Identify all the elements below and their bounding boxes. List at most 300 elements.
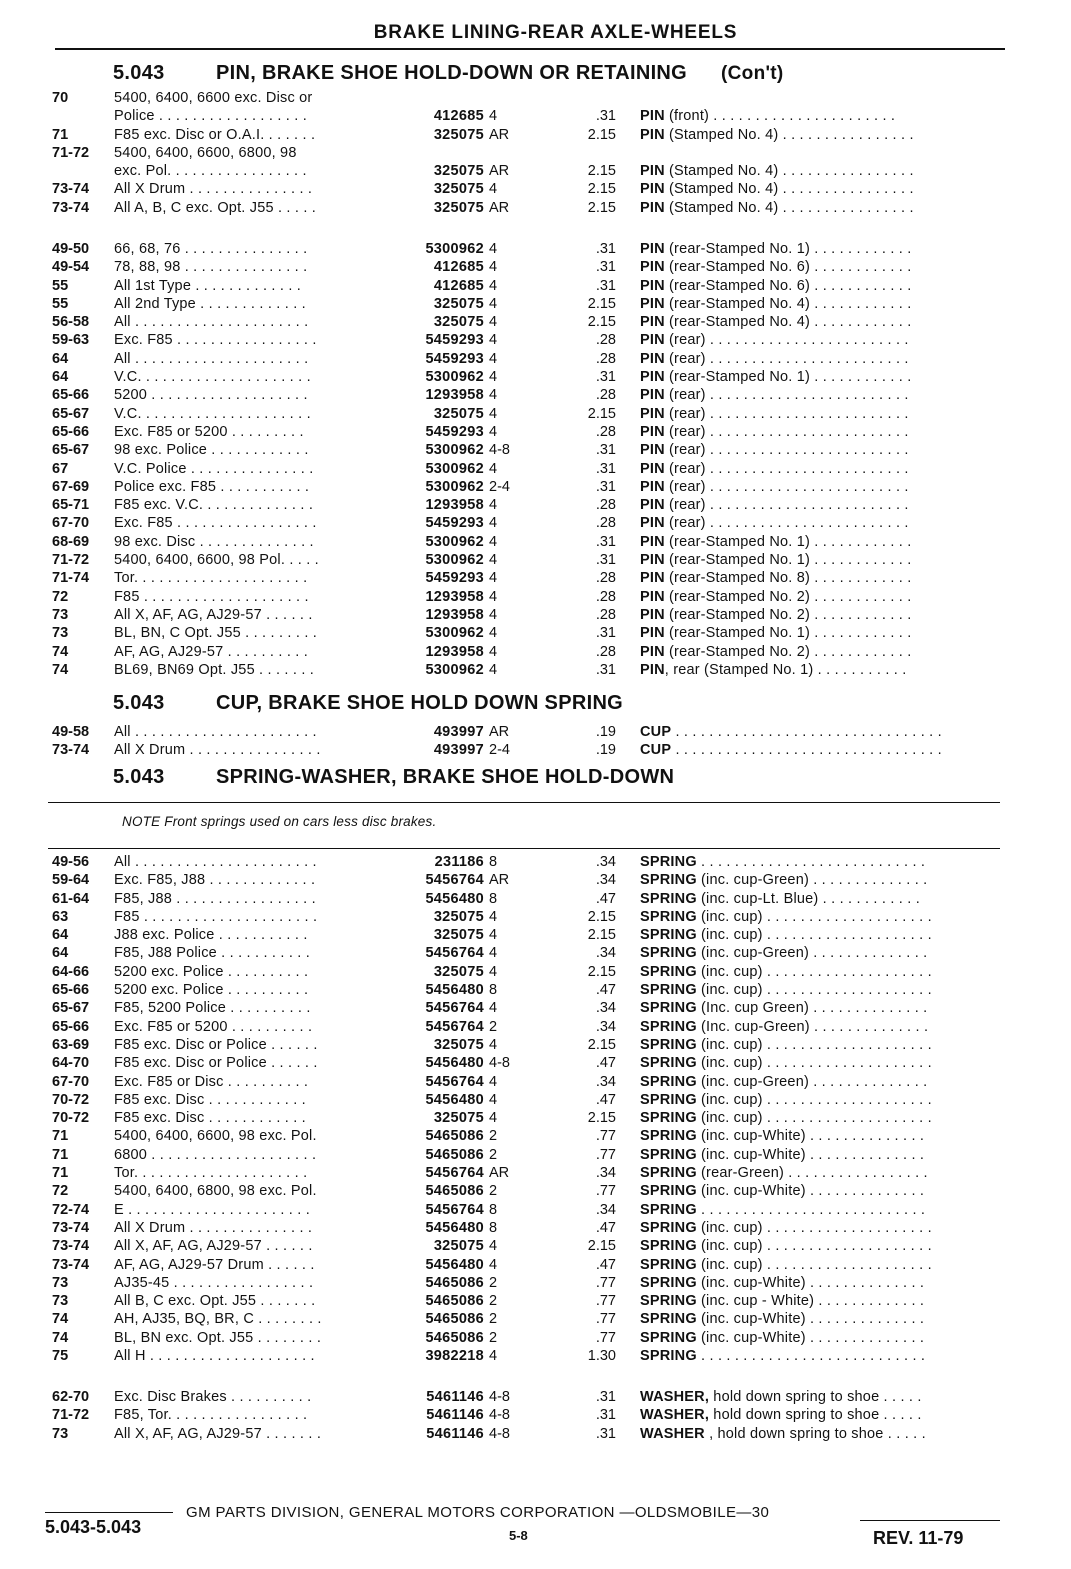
table-row: [0, 643, 1071, 661]
description-cell: [640, 551, 1005, 569]
description-cell: [640, 1201, 1005, 1219]
description-cell: [640, 853, 1005, 871]
item-name: SPRING: [640, 872, 697, 889]
section-continued: (Con't): [721, 63, 784, 84]
item-detail: (inc. cup) . . . . . . . . . . . . . . . . . . . .: [696, 1055, 932, 1072]
model-cell: F85, J88 Police . . . . . . . . . . .: [114, 945, 310, 962]
description-cell: [640, 1146, 1005, 1164]
year-cell: 72: [52, 588, 69, 605]
description-cell: [640, 258, 1005, 276]
item-detail: hold down spring to shoe . . . . .: [709, 1389, 922, 1405]
model-cell: All . . . . . . . . . . . . . . . . . . . . .: [114, 314, 309, 331]
part-number-cell: 1293958: [425, 606, 484, 623]
price-cell: 1.30: [587, 1348, 616, 1365]
part-number-cell: 5456764: [425, 1018, 484, 1035]
year-cell: 73: [52, 606, 69, 623]
price-cell: .28: [595, 588, 616, 605]
model-cell: F85 exc. V.C. . . . . . . . . . . . . .: [114, 497, 314, 514]
quantity-cell: 4: [489, 606, 498, 623]
model-cell: 5400, 6400, 6600 exc. Disc or: [114, 90, 313, 106]
year-cell: 74: [52, 1329, 69, 1346]
table-row: [0, 277, 1071, 295]
price-cell: .47: [595, 1256, 616, 1273]
quantity-cell: 4-8: [489, 1389, 510, 1405]
item-name: SPRING: [640, 1055, 697, 1072]
price-cell: .34: [595, 872, 616, 889]
part-number-cell: 325075: [433, 405, 484, 422]
description-cell: [640, 514, 1005, 532]
price-cell: .34: [595, 1073, 616, 1090]
quantity-cell: 4: [489, 387, 498, 404]
table-row: [0, 908, 1071, 926]
model-cell: Exc. F85 . . . . . . . . . . . . . . . . .: [114, 515, 317, 532]
item-name: SPRING: [640, 963, 697, 980]
table-row: [0, 1274, 1071, 1292]
table-row: [0, 1292, 1071, 1310]
part-number-cell: 5459293: [425, 423, 484, 440]
table-row: [0, 350, 1071, 368]
year-cell: 70-72: [52, 1110, 90, 1127]
part-number-cell: 5456764: [425, 1165, 484, 1182]
price-cell: .28: [595, 423, 616, 440]
item-detail: (rear-Stamped No. 8) . . . . . . . . . . . .: [664, 570, 912, 587]
description-cell: [640, 1091, 1005, 1109]
year-cell: 70: [52, 90, 69, 106]
table-row: [0, 1256, 1071, 1274]
description-cell: [640, 496, 1005, 514]
spring-table: [0, 853, 1071, 1365]
price-cell: 2.15: [587, 295, 616, 312]
year-cell: 67-69: [52, 478, 90, 495]
item-detail: (inc. cup) . . . . . . . . . . . . . . . . . . . .: [696, 1036, 932, 1053]
item-name: PIN: [640, 460, 665, 477]
price-cell: 2.15: [587, 963, 616, 980]
table-row: [0, 999, 1071, 1017]
quantity-cell: 2: [489, 1128, 498, 1145]
price-cell: .31: [595, 1389, 616, 1405]
year-cell: 73: [52, 1274, 69, 1291]
quantity-cell: 4: [489, 1238, 498, 1255]
quantity-cell: 2: [489, 1146, 498, 1163]
model-cell: 98 exc. Police . . . . . . . . . . . .: [114, 442, 309, 459]
year-cell: 72-74: [52, 1201, 90, 1218]
model-cell: BL, BN, C Opt. J55 . . . . . . . . .: [114, 625, 318, 642]
description-cell: [640, 1425, 1005, 1443]
description-cell: [640, 1127, 1005, 1145]
part-number-cell: 1293958: [425, 588, 484, 605]
quantity-cell: 4: [489, 277, 498, 294]
quantity-cell: 4: [489, 1036, 498, 1053]
item-name: PIN: [640, 163, 665, 180]
table-row: [0, 606, 1071, 624]
item-detail: (rear-Stamped No. 2) . . . . . . . . . . . .: [664, 643, 912, 660]
quantity-cell: AR: [489, 126, 510, 143]
item-name: SPRING: [640, 890, 697, 907]
price-cell: .31: [595, 259, 616, 276]
table-row: [0, 1018, 1071, 1036]
quantity-cell: 4-8: [489, 1055, 510, 1072]
table-row: [0, 144, 1071, 162]
price-cell: .31: [595, 478, 616, 495]
footer-revision: REV. 11-79: [873, 1528, 964, 1548]
table-row: [0, 1164, 1071, 1182]
quantity-cell: 4: [489, 945, 498, 962]
price-cell: .31: [595, 460, 616, 477]
item-name: SPRING: [640, 1091, 697, 1108]
model-cell: BL, BN exc. Opt. J55 . . . . . . . .: [114, 1329, 322, 1346]
item-detail: (Inc. cup-Green) . . . . . . . . . . . . . .: [696, 1018, 929, 1035]
model-cell: All 2nd Type . . . . . . . . . . . . .: [114, 295, 306, 312]
table-row: [0, 478, 1071, 496]
year-cell: 65-66: [52, 423, 90, 440]
year-cell: 74: [52, 661, 69, 678]
price-cell: 2.15: [587, 927, 616, 944]
description-cell: [640, 1018, 1005, 1036]
part-number-cell: 325075: [433, 1238, 484, 1255]
item-detail: (inc. cup-White) . . . . . . . . . . . . . .: [696, 1128, 925, 1145]
description-cell: [640, 1219, 1005, 1237]
table-row: [0, 405, 1071, 423]
table-row: [0, 313, 1071, 331]
year-cell: 75: [52, 1348, 69, 1365]
item-detail: (rear) . . . . . . . . . . . . . . . . . . . . . . . .: [664, 387, 909, 404]
table-row: [0, 496, 1071, 514]
part-number-cell: 5459293: [425, 350, 484, 367]
part-number-cell: 5300962: [425, 442, 484, 459]
item-name: SPRING: [640, 1146, 697, 1163]
price-cell: .28: [595, 515, 616, 532]
item-detail: (inc. cup - White) . . . . . . . . . . . . .: [696, 1293, 925, 1310]
price-cell: .77: [595, 1329, 616, 1346]
year-cell: 64-66: [52, 963, 90, 980]
table-row: [0, 514, 1071, 532]
quantity-cell: 4: [489, 643, 498, 660]
table-row: [0, 1182, 1071, 1200]
price-cell: 2.15: [587, 1110, 616, 1127]
model-cell: Exc. Disc Brakes . . . . . . . . . .: [114, 1389, 312, 1405]
year-cell: 64: [52, 927, 69, 944]
part-number-cell: 5456764: [425, 1201, 484, 1218]
price-cell: .47: [595, 1091, 616, 1108]
item-detail: (front) . . . . . . . . . . . . . . . . . . . . . .: [664, 108, 896, 125]
price-cell: .31: [595, 442, 616, 459]
description-cell: [640, 606, 1005, 624]
model-cell: exc. Pol. . . . . . . . . . . . . . . . .: [114, 163, 307, 180]
item-detail: (rear-Stamped No. 4) . . . . . . . . . . . .: [664, 295, 912, 312]
item-detail: (inc. cup-Green) . . . . . . . . . . . . . .: [696, 945, 928, 962]
part-number-cell: 5465086: [425, 1293, 484, 1310]
item-name: SPRING: [640, 1293, 697, 1310]
quantity-cell: 4: [489, 963, 498, 980]
item-detail: (inc. cup) . . . . . . . . . . . . . . . . . . . .: [696, 927, 932, 944]
description-cell: [640, 661, 1005, 679]
part-number-cell: 5456764: [425, 1000, 484, 1017]
table-row: [0, 1388, 1071, 1406]
table-row: [0, 441, 1071, 459]
part-number-cell: 325075: [433, 199, 484, 216]
model-cell: All . . . . . . . . . . . . . . . . . . . . . .: [114, 854, 317, 870]
table-row: [0, 199, 1071, 217]
part-number-cell: 5456480: [425, 1091, 484, 1108]
table-row: [0, 295, 1071, 313]
quantity-cell: AR: [489, 199, 510, 216]
item-detail: . . . . . . . . . . . . . . . . . . . . . . . . . . . . . . . .: [671, 724, 942, 740]
item-detail: (inc. cup) . . . . . . . . . . . . . . . . . . . .: [696, 1238, 932, 1255]
item-name: PIN: [640, 387, 665, 404]
table-row: [0, 331, 1071, 349]
description-cell: [640, 1310, 1005, 1328]
item-detail: (inc. cup-White) . . . . . . . . . . . . . .: [696, 1329, 925, 1346]
item-name: SPRING: [640, 908, 697, 925]
price-cell: .77: [595, 1183, 616, 1200]
part-number-cell: 5456480: [425, 1256, 484, 1273]
item-name: SPRING: [640, 1036, 697, 1053]
description-cell: [640, 423, 1005, 441]
model-cell: V.C. . . . . . . . . . . . . . . . . . . . .: [114, 405, 311, 422]
description-cell: [640, 908, 1005, 926]
description-cell: [640, 588, 1005, 606]
note-rule-bottom: [48, 848, 1000, 849]
year-cell: 61-64: [52, 890, 90, 907]
item-name: PIN: [640, 442, 665, 459]
item-name: PIN: [640, 625, 665, 642]
item-detail: . . . . . . . . . . . . . . . . . . . . . . . . . . .: [696, 854, 926, 870]
part-number-cell: 493997: [433, 742, 484, 759]
washer-table: [0, 1388, 1071, 1443]
item-name: SPRING: [640, 945, 697, 962]
price-cell: .77: [595, 1146, 616, 1163]
price-cell: .47: [595, 1055, 616, 1072]
description-cell: [640, 199, 1005, 217]
item-name: CUP: [640, 724, 672, 740]
model-cell: 5400, 6400, 6800, 98 exc. Pol.: [114, 1183, 317, 1200]
part-number-cell: 1293958: [425, 387, 484, 404]
item-detail: . . . . . . . . . . . . . . . . . . . . . . . . . . . . . . . .: [671, 742, 942, 759]
item-detail: (rear-Stamped No. 1) . . . . . . . . . . . .: [664, 241, 912, 257]
part-number-cell: 325075: [433, 314, 484, 331]
item-detail: (inc. cup) . . . . . . . . . . . . . . . . . . . .: [696, 1110, 932, 1127]
table-row: [0, 107, 1071, 125]
item-name: PIN: [640, 350, 665, 367]
item-detail: (inc. cup) . . . . . . . . . . . . . . . . . . . .: [696, 982, 932, 999]
year-cell: 72: [52, 1183, 69, 1200]
part-number-cell: 325075: [433, 1110, 484, 1127]
item-detail: (rear-Stamped No. 6) . . . . . . . . . . . .: [664, 277, 912, 294]
description-cell: [640, 569, 1005, 587]
item-detail: (Inc. cup Green) . . . . . . . . . . . . . .: [696, 1000, 928, 1017]
item-name: SPRING: [640, 1073, 697, 1090]
table-row: [0, 240, 1071, 258]
item-detail: (rear) . . . . . . . . . . . . . . . . . . . . . . . .: [664, 423, 909, 440]
description-cell: [640, 295, 1005, 313]
item-detail: . . . . . . . . . . . . . . . . . . . . . . . . . . .: [696, 1201, 926, 1218]
pin-table-rear: [0, 240, 1071, 679]
price-cell: 2.15: [587, 199, 616, 216]
table-row: [0, 1073, 1071, 1091]
item-name: PIN: [640, 478, 665, 495]
item-name: PIN: [640, 277, 665, 294]
item-detail: (rear) . . . . . . . . . . . . . . . . . . . . . . . .: [664, 497, 909, 514]
table-row: [0, 853, 1071, 871]
model-cell: F85 exc. Disc or O.A.I. . . . . . .: [114, 126, 316, 143]
quantity-cell: 8: [489, 1201, 498, 1218]
part-number-cell: 231186: [434, 854, 484, 870]
quantity-cell: 4: [489, 625, 498, 642]
price-cell: .31: [595, 552, 616, 569]
year-cell: 74: [52, 643, 69, 660]
quantity-cell: 8: [489, 1219, 498, 1236]
part-number-cell: 5461146: [426, 1425, 484, 1442]
item-name: PIN: [640, 533, 665, 550]
year-cell: 71-72: [52, 144, 90, 161]
table-row: [0, 162, 1071, 180]
section-number: 5.043: [113, 766, 165, 788]
model-cell: Exc. F85 or 5200 . . . . . . . . . .: [114, 1018, 313, 1035]
description-cell: [640, 1292, 1005, 1310]
description-cell: [640, 441, 1005, 459]
footer-page-number: 5-8: [509, 1528, 528, 1543]
table-row: [0, 569, 1071, 587]
quantity-cell: 4: [489, 295, 498, 312]
quantity-cell: 4: [489, 332, 498, 349]
model-cell: Tor. . . . . . . . . . . . . . . . . . . . .: [114, 570, 308, 587]
year-cell: 62-70: [52, 1389, 90, 1405]
part-number-cell: 5300962: [425, 552, 484, 569]
description-cell: [640, 981, 1005, 999]
part-number-cell: 325075: [433, 126, 484, 143]
part-number-cell: 5461146: [426, 1407, 484, 1424]
description-cell: [640, 1036, 1005, 1054]
price-cell: .31: [595, 1407, 616, 1424]
cup-table: [0, 723, 1071, 760]
page-title: BRAKE LINING-REAR AXLE-WHEELS: [373, 22, 738, 43]
item-name: PIN: [640, 606, 665, 623]
item-detail: (Stamped No. 4) . . . . . . . . . . . . . . . .: [664, 181, 914, 198]
item-name: PIN: [640, 497, 665, 514]
quantity-cell: 4: [489, 661, 498, 678]
table-row: [0, 944, 1071, 962]
part-number-cell: 3982218: [425, 1348, 484, 1365]
item-detail: (inc. cup) . . . . . . . . . . . . . . . . . . . .: [696, 908, 932, 925]
item-detail: (rear) . . . . . . . . . . . . . . . . . . . . . . . .: [664, 405, 909, 422]
part-number-cell: 5456480: [425, 890, 484, 907]
table-row: [0, 1127, 1071, 1145]
item-name: PIN: [640, 405, 665, 422]
item-detail: (rear-Stamped No. 1) . . . . . . . . . . . .: [664, 552, 912, 569]
model-cell: F85 exc. Disc or Police . . . . . .: [114, 1036, 318, 1053]
quantity-cell: 4-8: [489, 442, 510, 459]
quantity-cell: 4-8: [489, 1425, 510, 1442]
description-cell: [640, 162, 1005, 180]
year-cell: 73: [52, 1425, 69, 1442]
quantity-cell: 2: [489, 1293, 498, 1310]
price-cell: 2.15: [587, 163, 616, 180]
year-cell: 68-69: [52, 533, 90, 550]
description-cell: [640, 1109, 1005, 1127]
item-name: PIN: [640, 295, 665, 312]
item-detail: (inc. cup-Green) . . . . . . . . . . . . . .: [696, 872, 928, 889]
item-name: SPRING: [640, 1183, 697, 1200]
year-cell: 73-74: [52, 1238, 90, 1255]
year-cell: 65-67: [52, 405, 90, 422]
description-cell: [640, 1182, 1005, 1200]
model-cell: F85 . . . . . . . . . . . . . . . . . . . . .: [114, 908, 318, 925]
price-cell: .77: [595, 1311, 616, 1328]
table-row: [0, 741, 1071, 759]
item-name: PIN: [640, 332, 665, 349]
year-cell: 71: [52, 1128, 69, 1145]
table-row: [0, 1109, 1071, 1127]
item-detail: (rear-Stamped No. 2) . . . . . . . . . . . .: [664, 606, 912, 623]
item-detail: . . . . . . . . . . . . . . . . . . . . . . . . . . .: [696, 1348, 926, 1365]
item-name: PIN: [640, 661, 665, 678]
quantity-cell: 4: [489, 515, 498, 532]
item-name: PIN: [640, 199, 665, 216]
item-detail: (rear-Stamped No. 1) . . . . . . . . . . . .: [664, 625, 912, 642]
price-cell: 2.15: [587, 1238, 616, 1255]
price-cell: .31: [595, 533, 616, 550]
part-number-cell: 325075: [433, 181, 484, 198]
footer-rule-left: [45, 1512, 173, 1513]
table-row: [0, 533, 1071, 551]
part-number-cell: 5300962: [425, 478, 484, 495]
item-name: SPRING: [640, 1128, 697, 1145]
table-row: [0, 1406, 1071, 1424]
part-number-cell: 5465086: [425, 1311, 484, 1328]
quantity-cell: 4: [489, 259, 498, 276]
section-name: SPRING-WASHER, BRAKE SHOE HOLD-DOWN: [216, 766, 675, 788]
description-cell: [640, 1388, 1005, 1406]
description-cell: [640, 1073, 1005, 1091]
price-cell: .28: [595, 350, 616, 367]
quantity-cell: AR: [489, 872, 510, 889]
description-cell: [640, 999, 1005, 1017]
model-cell: 6800 . . . . . . . . . . . . . . . . . . . .: [114, 1146, 317, 1163]
quantity-cell: 4-8: [489, 1407, 510, 1424]
table-row: [0, 1146, 1071, 1164]
section-title-spring: [113, 766, 674, 789]
description-cell: [640, 643, 1005, 661]
model-cell: All X Drum . . . . . . . . . . . . . . . .: [114, 742, 321, 759]
item-detail: (inc. cup) . . . . . . . . . . . . . . . . . . . .: [696, 1219, 932, 1236]
description-cell: [640, 1237, 1005, 1255]
header-rule: [55, 48, 1005, 50]
item-name: SPRING: [640, 1329, 697, 1346]
note-text: NOTE Front springs used on cars less disc brakes.: [122, 814, 437, 829]
part-number-cell: 5300962: [425, 661, 484, 678]
quantity-cell: 2: [489, 1183, 498, 1200]
model-cell: BL69, BN69 Opt. J55 . . . . . . .: [114, 661, 315, 678]
quantity-cell: 4: [489, 108, 498, 125]
model-cell: Tor. . . . . . . . . . . . . . . . . . . . .: [114, 1165, 308, 1182]
description-cell: [640, 890, 1005, 908]
year-cell: 73: [52, 1293, 69, 1310]
price-cell: 2.15: [587, 314, 616, 331]
year-cell: 49-56: [52, 854, 90, 870]
part-number-cell: 5456764: [425, 945, 484, 962]
year-cell: 65-67: [52, 442, 90, 459]
year-cell: 73-74: [52, 199, 90, 216]
part-number-cell: 412685: [433, 259, 484, 276]
item-name: SPRING: [640, 1219, 697, 1236]
year-cell: 64: [52, 369, 69, 386]
part-number-cell: 5300962: [425, 533, 484, 550]
table-row: [0, 1036, 1071, 1054]
description-cell: [640, 944, 1005, 962]
table-row: [0, 460, 1071, 478]
price-cell: .31: [595, 661, 616, 678]
year-cell: 71-74: [52, 570, 90, 587]
